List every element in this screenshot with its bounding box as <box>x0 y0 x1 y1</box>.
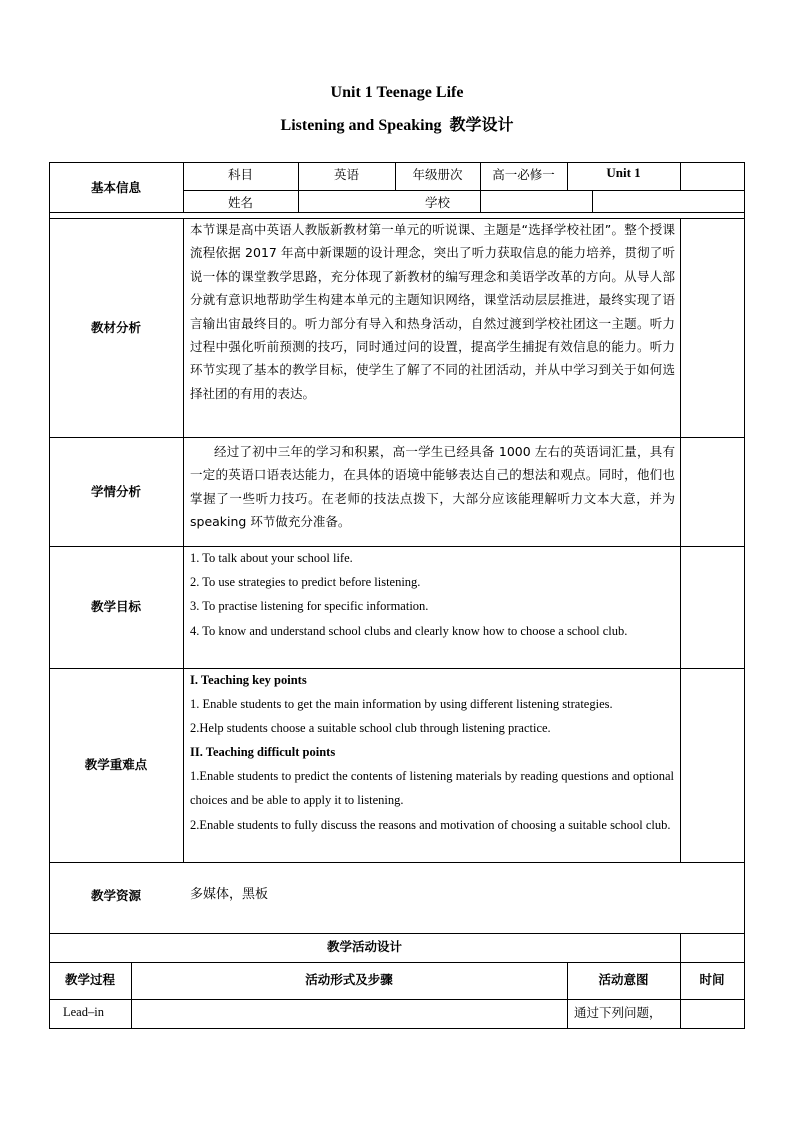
row1-intent: 通过下列问题， <box>574 1005 662 1020</box>
learner-analysis-text: 经过了初中三年的学习和积累，高一学生已经具备 1000 左右的英语词汇量，具有一定的英语口语表达能力，在具体的语境中能够表达自己的想法和观点。同时，他们也掌握了一些听力技巧。在老师的技法点拨下，大部分应该能理解听力文本大意，并为 speaking 环节做充分准备。 <box>190 444 675 530</box>
subject-label: 科目 <box>227 167 253 182</box>
school-label: 学校 <box>424 195 450 210</box>
col-time: 时间 <box>699 972 725 987</box>
col-process: 教学过程 <box>64 972 115 987</box>
learner-analysis-label: 学情分析 <box>90 484 141 499</box>
row1-process: Lead–in <box>63 1005 104 1019</box>
col-steps: 活动形式及步骤 <box>305 972 393 987</box>
unit-value: Unit 1 <box>606 165 641 180</box>
objective-4: 4. To know and understand school clubs and clearly know how to choose a school club. <box>190 624 628 638</box>
key-point-2: 2.Help students choose a suitable school club through listening practice. <box>190 721 551 735</box>
objective-1: 1. To talk about your school life. <box>190 551 353 565</box>
key-point-1: 1. Enable students to get the main information by using different listening strategies. <box>190 697 613 711</box>
subtitle-cn: 教学设计 <box>449 115 514 134</box>
objective-2: 2. To use strategies to predict before listening. <box>190 575 421 589</box>
difficult-point-1: 1.Enable students to predict the contents of listening materials by reading questions and optional choices and be able to apply it to listening. <box>190 769 674 808</box>
name-label: 姓名 <box>227 195 253 210</box>
objectives-label: 教学目标 <box>90 599 141 614</box>
col-intent: 活动意图 <box>598 972 649 987</box>
difficult-point-2: 2.Enable students to fully discuss the reasons and motivation of choosing a suitable school club. <box>190 818 671 832</box>
document-title: Unit 1 Teenage Life <box>330 84 464 101</box>
objective-3: 3. To practise listening for specific information. <box>190 599 429 613</box>
key-points-heading: I. Teaching key points <box>190 673 307 687</box>
basic-info-label: 基本信息 <box>90 180 141 195</box>
key-points-label: 教学重难点 <box>84 757 148 772</box>
activity-design-heading: 教学活动设计 <box>326 939 402 954</box>
grade-value: 高一必修一 <box>492 167 555 182</box>
subtitle-en: Listening and Speaking <box>280 117 442 134</box>
resources-label: 教学资源 <box>90 888 141 903</box>
textbook-analysis-label: 教材分析 <box>90 320 141 335</box>
grade-label: 年级册次 <box>412 167 463 182</box>
difficult-points-heading: II. Teaching difficult points <box>190 745 336 759</box>
document-subtitle <box>0 112 794 135</box>
subject-value: 英语 <box>333 167 359 182</box>
textbook-analysis-text: 本节课是高中英语人教版新教材第一单元的听说课、主题是“选择学校社团”。整个授课流程依据 2017 年高中新课题的设计理念，突出了听力获取信息的能力培养，贯彻了听说一体的课堂教学思路，充分体现了新教材的编写理念和美语学改革的方向。从导人部分就有意识地帮助学生构建本单元的主题知识网络，课堂活动层层推进，最终实现了语言输出宙最终目的。听力部分有导入和热身活动，自然过渡到学校社团这一主题。听力过程中强化听前预测的技巧，同时通过问的设置，提高学生捕捉有效信息的能力。听力环节实现了基本的教学目标，使学生了解了不同的社团活动，并从中学习到关于如何选择社团的有用的表达。 <box>190 222 675 401</box>
resources-value: 多媒体，黑板 <box>190 887 269 902</box>
